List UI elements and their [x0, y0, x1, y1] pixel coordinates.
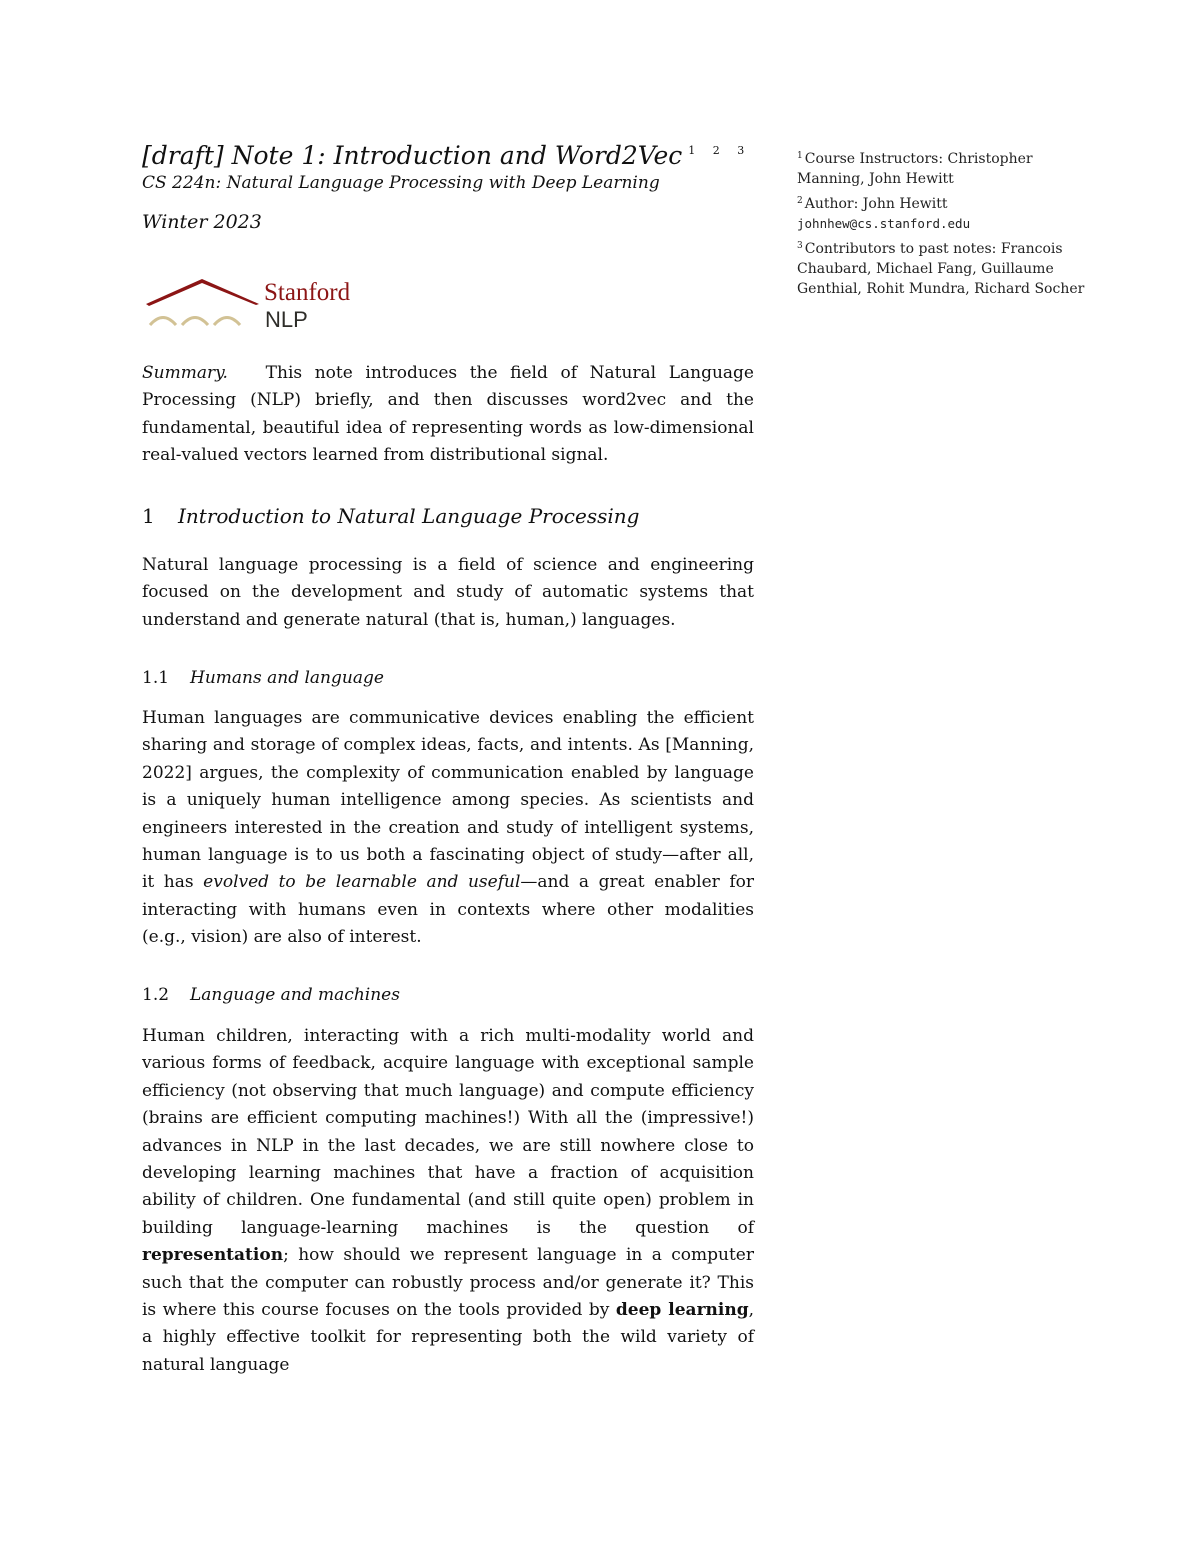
section-1-paragraph: Natural language processing is a field of science and engineering focused on the development and study of automatic systems that understand and generate natural (that is, human,) languages.: [142, 555, 754, 630]
section-1-1-emphasis: evolved to be learnable and useful: [203, 872, 521, 893]
footnote-2-text: Author: John Hewitt: [804, 196, 948, 212]
section-1-title: Introduction to Natural Language Processing: [178, 504, 640, 528]
footnote-1-text: Course Instructors: Christopher Manning, John Hewitt: [797, 151, 1033, 187]
section-1-heading: [142, 502, 754, 530]
page-title: [142, 134, 754, 173]
footnote-2: [797, 191, 1097, 234]
course-subtitle: CS 224n: Natural Language Processing with Deep Learning: [142, 173, 660, 193]
footnote-2-mark: 2: [797, 196, 803, 206]
section-1-2-heading: [142, 982, 754, 1008]
footnote-3-text: Contributors to past notes: Francois Chaubard, Michael Fang, Guillaume Genthial, Rohit Mundra, Richard Socher: [797, 241, 1085, 297]
logo-nlp: NLP: [265, 307, 308, 332]
section-1-1-heading: [142, 665, 754, 691]
section-1-1-number: 1.1: [142, 668, 170, 688]
section-1-2-text-b: ; how should we represent language in a computer such that the computer can robustly process and/or generate it? This is where this course focuses on the tools provided by: [142, 1245, 754, 1321]
section-1-2-paragraph: [142, 1023, 754, 1379]
arch-3: [214, 318, 240, 326]
section-1-1-title: Humans and language: [190, 668, 384, 688]
section-1-2-title: Language and machines: [190, 985, 400, 1005]
footnote-1: [797, 146, 1097, 189]
summary-label: Summary.: [142, 363, 228, 383]
section-1-number: 1: [142, 504, 155, 528]
footnote-3: [797, 236, 1097, 299]
term: Winter 2023: [142, 211, 262, 233]
title-text: [draft] Note 1: Introduction and Word2Vec: [142, 141, 683, 170]
margin-notes: [797, 146, 1097, 301]
section-1-1-text-b: —and a great enabler for interacting with humans even in contexts where other modalities (e.g., vision) are also of interest.: [142, 872, 755, 948]
section-1-1-text-a: Human languages are communicative devices enabling the efficient sharing and storage of complex ideas, facts, and intents. As [Manning, 2022] argues, the complexity of communication enabled by language is a uniquely human intelligence among species. As scientists and engineers interested in the creation and study of intelligent systems, human language is to us both a fascinating object of study—after all, it has: [142, 708, 754, 893]
section-1-1-paragraph: [142, 705, 754, 952]
logo-stanford: Stanford: [264, 279, 351, 306]
arch-1: [150, 318, 176, 326]
roof-shape: [146, 279, 259, 306]
section-1-2-text-c: , a highly effective toolkit for representing both the wild variety of natural language: [142, 1300, 754, 1375]
summary-text: This note introduces the field of Natural Language Processing (NLP) briefly, and then discusses word2vec and the fundamental, beautiful idea of representing words as low-dimensional real-valued vectors learned from distributional signal.: [142, 363, 754, 466]
stanford-nlp-logo: [144, 272, 364, 332]
title-footnote-marks: 1 2 3: [688, 144, 752, 157]
section-1-2-text-a: Human children, interacting with a rich multi-modality world and various forms of feedback, acquire language with exceptional sample efficiency (not observing that much language) and compute efficiency (brains are efficient computing machines!) With all the (impressive!) advances in NLP in the last decades, we are still nowhere close to developing learning machines that have a fraction of acquisition ability of children. One fundamental (and still quite open) problem in building language-learning machines is the question of: [142, 1026, 754, 1238]
section-1-2-bold-representation: representation: [142, 1245, 284, 1266]
footnote-2-email[interactable]: johnhew@cs.stanford.edu: [797, 216, 971, 231]
footnote-3-mark: 3: [797, 241, 803, 251]
footnote-1-mark: 1: [797, 151, 803, 161]
arch-2: [182, 318, 208, 326]
section-1-2-number: 1.2: [142, 985, 170, 1005]
summary-paragraph: [142, 360, 754, 470]
section-1-2-bold-deep-learning: deep learning: [615, 1300, 749, 1321]
